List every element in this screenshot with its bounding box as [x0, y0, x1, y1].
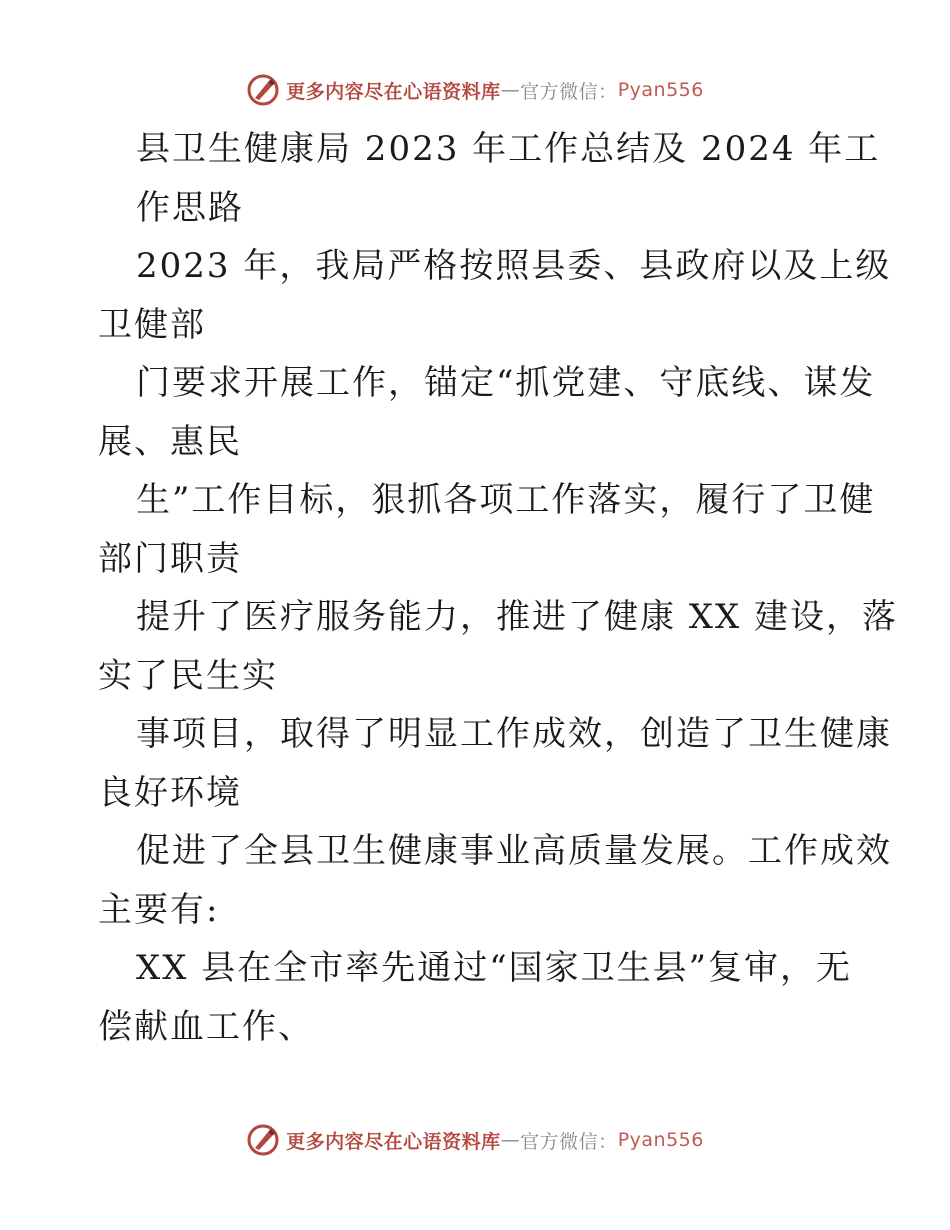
- doc-title-line-2: 作思路: [136, 187, 244, 228]
- doc-title-line-1: 县卫生健康局 2023 年工作总结及 2024 年工: [136, 129, 881, 169]
- watermark-separator: —: [500, 79, 521, 101]
- doc-line: 促进了全县卫生健康事业高质量发展。工作成效: [136, 831, 892, 871]
- doc-line: 展、惠民: [98, 421, 242, 462]
- watermark-footer: [0, 1120, 950, 1160]
- watermark-brand: 更多内容尽在心语资料库: [286, 80, 501, 103]
- watermark-header: [0, 70, 950, 110]
- watermark-label: 官方微信：: [520, 80, 618, 103]
- document-body: [98, 120, 899, 1056]
- doc-line: 2023 年，我局严格按照县委、县政府以及上级: [136, 246, 892, 286]
- doc-line: 事项目，取得了明显工作成效，创造了卫生健康: [136, 714, 892, 754]
- doc-line: 主要有:: [98, 889, 220, 930]
- doc-line: 卫健部: [98, 304, 206, 345]
- pen-logo-icon: [246, 73, 280, 107]
- doc-line: 良好环境: [98, 772, 242, 813]
- pen-logo-icon: [246, 1123, 280, 1157]
- watermark-label: 官方微信：: [520, 1130, 618, 1153]
- watermark-separator: —: [500, 1129, 521, 1151]
- doc-line: 生”工作目标，狠抓各项工作落实，履行了卫健: [136, 480, 876, 520]
- doc-line: XX 县在全市率先通过“国家卫生县”复审，无: [136, 948, 852, 988]
- doc-line: 偿献血工作、: [98, 1006, 314, 1047]
- doc-line: 门要求开展工作，锚定“抓党建、守底线、谋发: [136, 363, 876, 403]
- doc-line: 实了民生实: [98, 655, 278, 696]
- doc-line: 部门职责: [98, 538, 242, 579]
- watermark-id: Pyan556: [617, 79, 704, 101]
- watermark-id: Pyan556: [617, 1129, 704, 1151]
- watermark-brand: 更多内容尽在心语资料库: [286, 1130, 501, 1153]
- doc-line: 提升了医疗服务能力，推进了健康 XX 建设，落: [136, 597, 899, 637]
